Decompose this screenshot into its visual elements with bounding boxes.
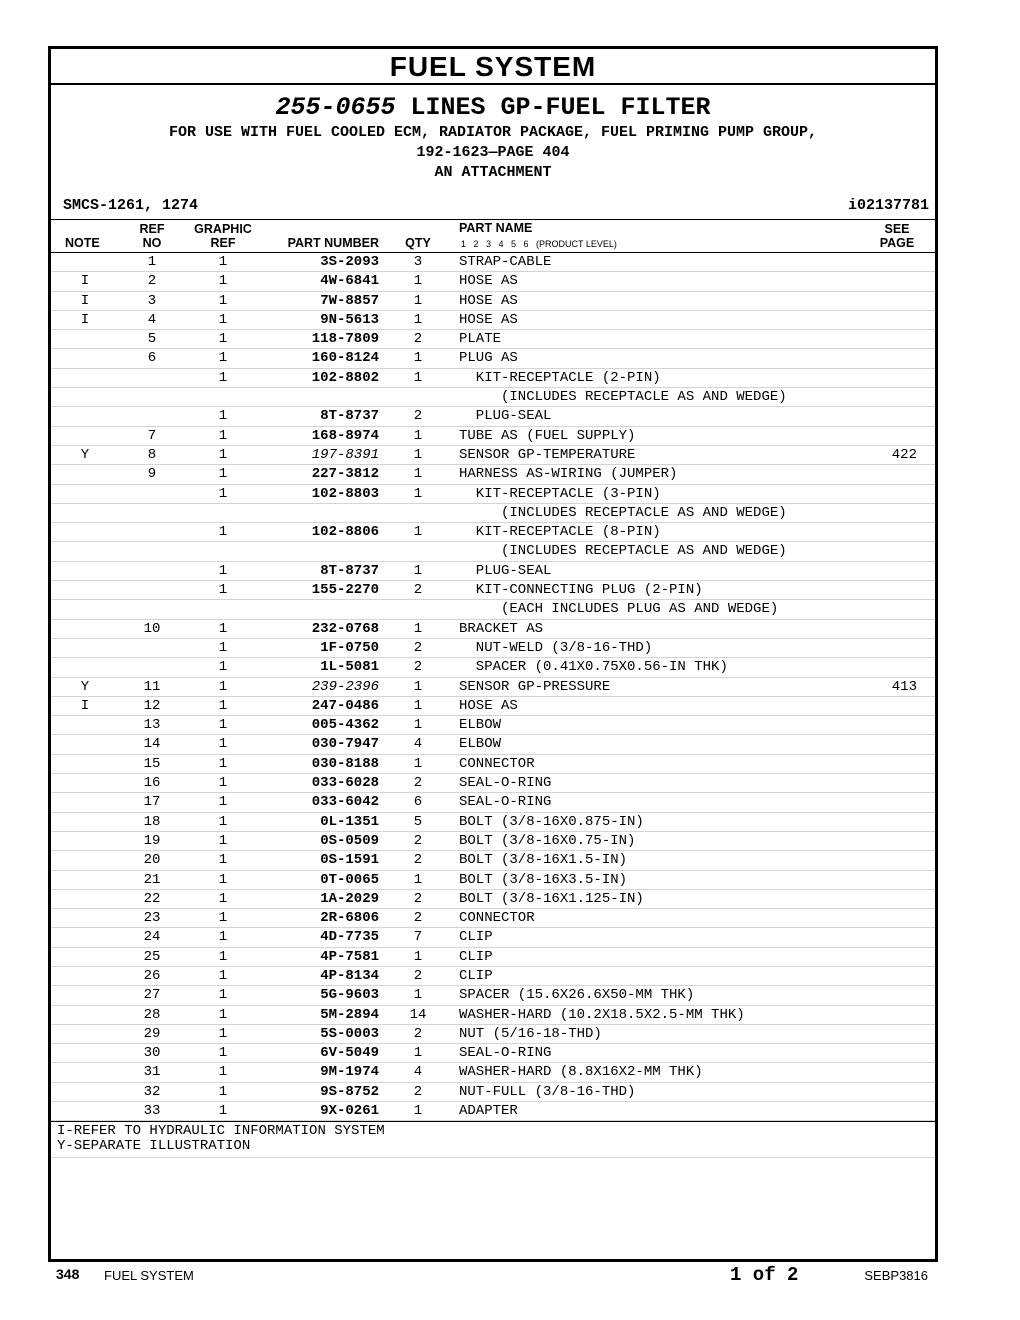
graphic-ref-cell: 1	[218, 755, 228, 772]
header-ref-no-line1: REF	[139, 222, 165, 236]
qty-cell: 2	[413, 832, 423, 849]
graphic-ref-cell: 1	[218, 717, 228, 734]
part-name-cell: HOSE AS	[459, 311, 518, 328]
ref-no-cell: 3	[147, 292, 157, 309]
footer-page-of: 1 of 2	[730, 1264, 799, 1286]
part-name-cell: (INCLUDES RECEPTACLE AS AND WEDGE)	[459, 543, 787, 560]
section-title: FUEL SYSTEM	[51, 49, 935, 85]
header-qty: QTY	[405, 236, 431, 250]
part-name-cell: CONNECTOR	[459, 910, 535, 927]
part-number-cell[interactable]: 5M-2894	[320, 1006, 379, 1023]
footer-doc-id: SEBP3816	[864, 1268, 928, 1283]
table-row	[51, 813, 935, 832]
ref-no-cell: 25	[143, 948, 161, 965]
graphic-ref-cell: 1	[218, 562, 228, 579]
part-name-cell: SEAL-O-RING	[459, 794, 552, 811]
graphic-ref-cell: 1	[218, 466, 228, 483]
ref-no-cell: 23	[143, 910, 161, 927]
graphic-ref-cell: 1	[218, 736, 228, 753]
qty-cell: 2	[413, 852, 423, 869]
table-row	[51, 1044, 935, 1063]
part-number-cell[interactable]: 102-8802	[311, 369, 379, 386]
table-row	[51, 523, 935, 542]
table-row	[51, 1102, 935, 1121]
illustration-id: i02137781	[847, 197, 929, 214]
qty-cell: 6	[413, 794, 423, 811]
header-see-page-line2: PAGE	[879, 236, 915, 250]
graphic-ref-cell: 1	[218, 794, 228, 811]
group-subtitle-1: FOR USE WITH FUEL COOLED ECM, RADIATOR PACKAGE, FUEL PRIMING PUMP GROUP,	[168, 124, 818, 141]
graphic-ref-cell: 1	[218, 1025, 228, 1042]
part-name-cell: PLATE	[459, 331, 502, 348]
graphic-ref-cell: 1	[218, 369, 228, 386]
group-subtitle-3: AN ATTACHMENT	[434, 164, 552, 181]
part-name-cell: SENSOR GP-PRESSURE	[459, 678, 611, 695]
ref-no-cell: 30	[143, 1045, 161, 1062]
qty-cell: 1	[413, 466, 423, 483]
table-row	[51, 986, 935, 1005]
table-row	[51, 253, 935, 272]
part-number-cell[interactable]: 1A-2029	[320, 890, 379, 907]
table-row	[51, 542, 935, 561]
qty-cell: 1	[413, 311, 423, 328]
part-number-cell[interactable]: 4W-6841	[320, 273, 379, 290]
group-name: LINES GP-FUEL FILTER	[410, 93, 711, 122]
table-row	[51, 407, 935, 426]
table-row	[51, 948, 935, 967]
header-ref-no-line2: NO	[142, 236, 162, 250]
part-number-cell[interactable]: 9X-0261	[320, 1103, 379, 1120]
qty-cell: 1	[413, 369, 423, 386]
part-name-cell: CLIP	[459, 948, 493, 965]
part-number-cell[interactable]: 102-8803	[311, 485, 379, 502]
note-cell: I	[80, 697, 90, 714]
ref-no-cell: 28	[143, 1006, 161, 1023]
ref-no-cell: 11	[143, 678, 161, 695]
qty-cell: 1	[413, 678, 423, 695]
table-row	[51, 485, 935, 504]
header-note: NOTE	[65, 236, 100, 250]
part-number-cell[interactable]: 0S-0509	[320, 832, 379, 849]
part-name-cell: BOLT (3/8-16X3.5-IN)	[459, 871, 628, 888]
table-row	[51, 349, 935, 368]
qty-cell: 7	[413, 929, 423, 946]
part-name-cell: CLIP	[459, 929, 493, 946]
part-name-cell: HOSE AS	[459, 292, 518, 309]
part-number-cell[interactable]: 4D-7735	[320, 929, 379, 946]
qty-cell: 1	[413, 524, 423, 541]
ref-no-cell: 32	[143, 1083, 161, 1100]
graphic-ref-cell: 1	[218, 775, 228, 792]
graphic-ref-cell: 1	[218, 890, 228, 907]
qty-cell: 1	[413, 717, 423, 734]
ref-no-cell: 13	[143, 717, 161, 734]
parts-table-body	[51, 253, 935, 1121]
qty-cell: 1	[413, 562, 423, 579]
table-row	[51, 581, 935, 600]
qty-cell: 2	[413, 331, 423, 348]
part-name-cell: WASHER-HARD (8.8X16X2-MM THK)	[459, 1064, 703, 1081]
table-row	[51, 678, 935, 697]
table-row	[51, 562, 935, 581]
ref-no-cell: 15	[143, 755, 161, 772]
ref-no-cell: 29	[143, 1025, 161, 1042]
qty-cell: 14	[409, 1006, 427, 1023]
header-graphic-ref-line2: REF	[210, 236, 236, 250]
part-number-cell[interactable]: 4P-7581	[320, 948, 379, 965]
table-header	[51, 219, 935, 253]
ref-no-cell: 24	[143, 929, 161, 946]
table-row	[51, 369, 935, 388]
graphic-ref-cell: 1	[218, 408, 228, 425]
part-number-cell[interactable]: 197-8391	[311, 446, 379, 463]
part-name-cell: BOLT (3/8-16X1.5-IN)	[459, 852, 628, 869]
part-name-cell: ADAPTER	[459, 1103, 518, 1120]
ref-no-cell: 21	[143, 871, 161, 888]
graphic-ref-cell: 1	[218, 254, 228, 270]
qty-cell: 1	[413, 1103, 423, 1120]
qty-cell: 2	[413, 659, 423, 676]
table-row	[51, 1083, 935, 1102]
graphic-ref-cell: 1	[218, 929, 228, 946]
graphic-ref-cell: 1	[218, 582, 228, 599]
header-part-name: PART NAME	[459, 221, 533, 235]
part-name-cell: HARNESS AS-WIRING (JUMPER)	[459, 466, 678, 483]
note-i: I-REFER TO HYDRAULIC INFORMATION SYSTEM	[57, 1123, 385, 1140]
part-number-cell[interactable]: 030-7947	[311, 736, 379, 753]
qty-cell: 1	[413, 1045, 423, 1062]
qty-cell: 1	[413, 871, 423, 888]
table-row	[51, 639, 935, 658]
part-name-cell: BRACKET AS	[459, 620, 544, 637]
qty-cell: 2	[413, 775, 423, 792]
ref-no-cell: 27	[143, 987, 161, 1004]
graphic-ref-cell: 1	[218, 813, 228, 830]
note-cell: Y	[80, 678, 90, 695]
graphic-ref-cell: 1	[218, 273, 228, 290]
table-row	[51, 446, 935, 465]
table-row	[51, 774, 935, 793]
footer-page-number: 348	[56, 1266, 80, 1282]
see-page-cell[interactable]: 422	[891, 446, 917, 463]
part-number-cell[interactable]: 6V-5049	[320, 1045, 379, 1062]
ref-no-cell: 9	[147, 466, 157, 483]
graphic-ref-cell: 1	[218, 678, 228, 695]
table-row	[51, 1063, 935, 1082]
part-number-cell[interactable]: 239-2396	[311, 678, 379, 695]
table-row	[51, 697, 935, 716]
graphic-ref-cell: 1	[218, 311, 228, 328]
graphic-ref-cell: 1	[218, 852, 228, 869]
part-number-cell[interactable]: 7W-8857	[320, 292, 379, 309]
part-name-cell: WASHER-HARD (10.2X18.5X2.5-MM THK)	[459, 1006, 745, 1023]
qty-cell: 1	[413, 485, 423, 502]
table-row	[51, 388, 935, 407]
qty-cell: 2	[413, 1083, 423, 1100]
group-subtitle-2: 192-1623—PAGE 404	[416, 144, 570, 161]
part-name-cell: (INCLUDES RECEPTACLE AS AND WEDGE)	[459, 389, 787, 406]
ref-no-cell: 17	[143, 794, 161, 811]
graphic-ref-cell: 1	[218, 1103, 228, 1120]
graphic-ref-cell: 1	[218, 1064, 228, 1081]
part-number-cell[interactable]: 5G-9603	[320, 987, 379, 1004]
part-name-cell: PLUG-SEAL	[459, 408, 552, 425]
part-name-cell: HOSE AS	[459, 273, 518, 290]
part-number-cell[interactable]: 033-6042	[311, 794, 379, 811]
part-number-cell[interactable]: 0L-1351	[320, 813, 379, 830]
ref-no-cell: 19	[143, 832, 161, 849]
smcs-codes: SMCS-1261, 1274	[63, 197, 199, 214]
part-name-cell: STRAP-CABLE	[459, 254, 552, 270]
qty-cell: 3	[413, 254, 423, 270]
ref-no-cell: 18	[143, 813, 161, 830]
graphic-ref-cell: 1	[218, 1045, 228, 1062]
graphic-ref-cell: 1	[218, 948, 228, 965]
page-footer	[56, 1264, 928, 1288]
header-graphic-ref-line1: GRAPHIC	[194, 222, 252, 236]
qty-cell: 1	[413, 620, 423, 637]
part-name-cell: TUBE AS (FUEL SUPPLY)	[459, 427, 636, 444]
ref-no-cell: 5	[147, 331, 157, 348]
page-frame	[48, 46, 938, 1262]
graphic-ref-cell: 1	[218, 350, 228, 367]
part-number-cell[interactable]: 9S-8752	[320, 1083, 379, 1100]
table-row	[51, 311, 935, 330]
part-number-cell[interactable]: 168-8974	[311, 427, 379, 444]
part-number-cell[interactable]: 005-4362	[311, 717, 379, 734]
qty-cell: 2	[413, 582, 423, 599]
part-number-cell[interactable]: 8T-8737	[320, 562, 379, 579]
ref-no-cell: 4	[147, 311, 157, 328]
ref-no-cell: 2	[147, 273, 157, 290]
qty-cell: 1	[413, 292, 423, 309]
graphic-ref-cell: 1	[218, 659, 228, 676]
qty-cell: 4	[413, 1064, 423, 1081]
table-row	[51, 909, 935, 928]
ref-no-cell: 1	[147, 254, 157, 270]
table-row	[51, 928, 935, 947]
part-name-cell: PLUG AS	[459, 350, 518, 367]
smcs-row	[51, 193, 935, 219]
note-y: Y-SEPARATE ILLUSTRATION	[57, 1138, 251, 1155]
part-number-cell[interactable]: 8T-8737	[320, 408, 379, 425]
table-row	[51, 427, 935, 446]
graphic-ref-cell: 1	[218, 871, 228, 888]
group-title	[51, 93, 935, 123]
part-name-cell: KIT-CONNECTING PLUG (2-PIN)	[459, 582, 703, 599]
part-number-cell[interactable]: 1L-5081	[320, 659, 379, 676]
part-number-cell[interactable]: 227-3812	[311, 466, 379, 483]
qty-cell: 1	[413, 948, 423, 965]
table-row	[51, 755, 935, 774]
part-name-cell: HOSE AS	[459, 697, 518, 714]
note-cell: I	[80, 311, 90, 328]
part-name-cell: NUT (5/16-18-THD)	[459, 1025, 602, 1042]
see-page-cell[interactable]: 413	[891, 678, 917, 695]
table-row	[51, 832, 935, 851]
graphic-ref-cell: 1	[218, 697, 228, 714]
part-number-cell[interactable]: 5S-0003	[320, 1025, 379, 1042]
ref-no-cell: 26	[143, 967, 161, 984]
note-cell: Y	[80, 446, 90, 463]
part-name-cell: SEAL-O-RING	[459, 1045, 552, 1062]
graphic-ref-cell: 1	[218, 292, 228, 309]
part-number-cell[interactable]: 1F-0750	[320, 639, 379, 656]
graphic-ref-cell: 1	[218, 987, 228, 1004]
graphic-ref-cell: 1	[218, 485, 228, 502]
part-name-cell: BOLT (3/8-16X1.125-IN)	[459, 890, 644, 907]
ref-no-cell: 6	[147, 350, 157, 367]
qty-cell: 1	[413, 755, 423, 772]
ref-no-cell: 8	[147, 446, 157, 463]
qty-cell: 2	[413, 408, 423, 425]
table-row	[51, 600, 935, 619]
part-number-cell[interactable]: 232-0768	[311, 620, 379, 637]
header-product-levels: 1 2 3 4 5 6 (PRODUCT LEVEL)	[461, 239, 617, 249]
graphic-ref-cell: 1	[218, 1083, 228, 1100]
group-part-number[interactable]: 255-0655	[275, 93, 396, 122]
part-number-cell[interactable]: 033-6028	[311, 775, 379, 792]
qty-cell: 1	[413, 697, 423, 714]
table-row	[51, 504, 935, 523]
qty-cell: 1	[413, 427, 423, 444]
part-number-cell[interactable]: 247-0486	[311, 697, 379, 714]
part-name-cell: NUT-FULL (3/8-16-THD)	[459, 1083, 636, 1100]
footer-section: FUEL SYSTEM	[104, 1268, 194, 1283]
table-row	[51, 658, 935, 677]
part-number-cell[interactable]: 0S-1591	[320, 852, 379, 869]
part-name-cell: SPACER (15.6X26.6X50-MM THK)	[459, 987, 695, 1004]
ref-no-cell: 31	[143, 1064, 161, 1081]
table-row	[51, 292, 935, 311]
table-row	[51, 851, 935, 870]
part-number-cell[interactable]: 155-2270	[311, 582, 379, 599]
ref-no-cell: 14	[143, 736, 161, 753]
part-number-cell[interactable]: 102-8806	[311, 524, 379, 541]
qty-cell: 2	[413, 639, 423, 656]
table-row	[51, 620, 935, 639]
graphic-ref-cell: 1	[218, 620, 228, 637]
ref-no-cell: 20	[143, 852, 161, 869]
part-number-cell[interactable]: 030-8188	[311, 755, 379, 772]
part-name-cell: BOLT (3/8-16X0.875-IN)	[459, 813, 644, 830]
table-row	[51, 967, 935, 986]
qty-cell: 1	[413, 273, 423, 290]
table-row	[51, 793, 935, 812]
graphic-ref-cell: 1	[218, 446, 228, 463]
table-row	[51, 465, 935, 484]
table-row	[51, 735, 935, 754]
part-number-cell[interactable]: 118-7809	[311, 331, 379, 348]
graphic-ref-cell: 1	[218, 1006, 228, 1023]
part-name-cell: (INCLUDES RECEPTACLE AS AND WEDGE)	[459, 504, 787, 521]
graphic-ref-cell: 1	[218, 524, 228, 541]
part-name-cell: CONNECTOR	[459, 755, 535, 772]
table-row	[51, 330, 935, 349]
part-name-cell: KIT-RECEPTACLE (2-PIN)	[459, 369, 661, 386]
part-name-cell: PLUG-SEAL	[459, 562, 552, 579]
table-row	[51, 716, 935, 735]
note-cell: I	[80, 292, 90, 309]
qty-cell: 1	[413, 987, 423, 1004]
part-name-cell: KIT-RECEPTACLE (8-PIN)	[459, 524, 661, 541]
ref-no-cell: 22	[143, 890, 161, 907]
notes-block	[51, 1121, 935, 1158]
part-number-cell[interactable]: 2R-6806	[320, 910, 379, 927]
table-row	[51, 871, 935, 890]
part-name-cell: SENSOR GP-TEMPERATURE	[459, 446, 636, 463]
header-part-number: PART NUMBER	[287, 236, 379, 250]
part-name-cell: BOLT (3/8-16X0.75-IN)	[459, 832, 636, 849]
graphic-ref-cell: 1	[218, 331, 228, 348]
ref-no-cell: 16	[143, 775, 161, 792]
part-name-cell: KIT-RECEPTACLE (3-PIN)	[459, 485, 661, 502]
ref-no-cell: 7	[147, 427, 157, 444]
note-cell: I	[80, 273, 90, 290]
part-name-cell: ELBOW	[459, 736, 502, 753]
ref-no-cell: 10	[143, 620, 161, 637]
graphic-ref-cell: 1	[218, 910, 228, 927]
qty-cell: 2	[413, 910, 423, 927]
ref-no-cell: 12	[143, 697, 161, 714]
table-row	[51, 890, 935, 909]
table-row	[51, 1006, 935, 1025]
qty-cell: 4	[413, 736, 423, 753]
part-number-cell[interactable]: 9M-1974	[320, 1064, 379, 1081]
part-number-cell[interactable]: 0T-0065	[320, 871, 379, 888]
ref-no-cell: 33	[143, 1103, 161, 1120]
part-name-cell: SPACER (0.41X0.75X0.56-IN THK)	[459, 659, 728, 676]
part-name-cell: SEAL-O-RING	[459, 775, 552, 792]
part-name-cell: (EACH INCLUDES PLUG AS AND WEDGE)	[459, 601, 779, 618]
qty-cell: 1	[413, 350, 423, 367]
part-name-cell: CLIP	[459, 967, 493, 984]
qty-cell: 2	[413, 1025, 423, 1042]
graphic-ref-cell: 1	[218, 427, 228, 444]
qty-cell: 2	[413, 967, 423, 984]
header-see-page-line1: SEE	[884, 222, 910, 236]
table-row	[51, 272, 935, 291]
part-name-cell: NUT-WELD (3/8-16-THD)	[459, 639, 653, 656]
qty-cell: 5	[413, 813, 423, 830]
part-number-cell[interactable]: 9N-5613	[320, 311, 379, 328]
table-row	[51, 1025, 935, 1044]
graphic-ref-cell: 1	[218, 967, 228, 984]
part-name-cell: ELBOW	[459, 717, 502, 734]
qty-cell: 2	[413, 890, 423, 907]
part-number-cell[interactable]: 160-8124	[311, 350, 379, 367]
part-number-cell[interactable]: 4P-8134	[320, 967, 379, 984]
part-number-cell[interactable]: 3S-2093	[320, 254, 379, 270]
qty-cell: 1	[413, 446, 423, 463]
graphic-ref-cell: 1	[218, 832, 228, 849]
graphic-ref-cell: 1	[218, 639, 228, 656]
